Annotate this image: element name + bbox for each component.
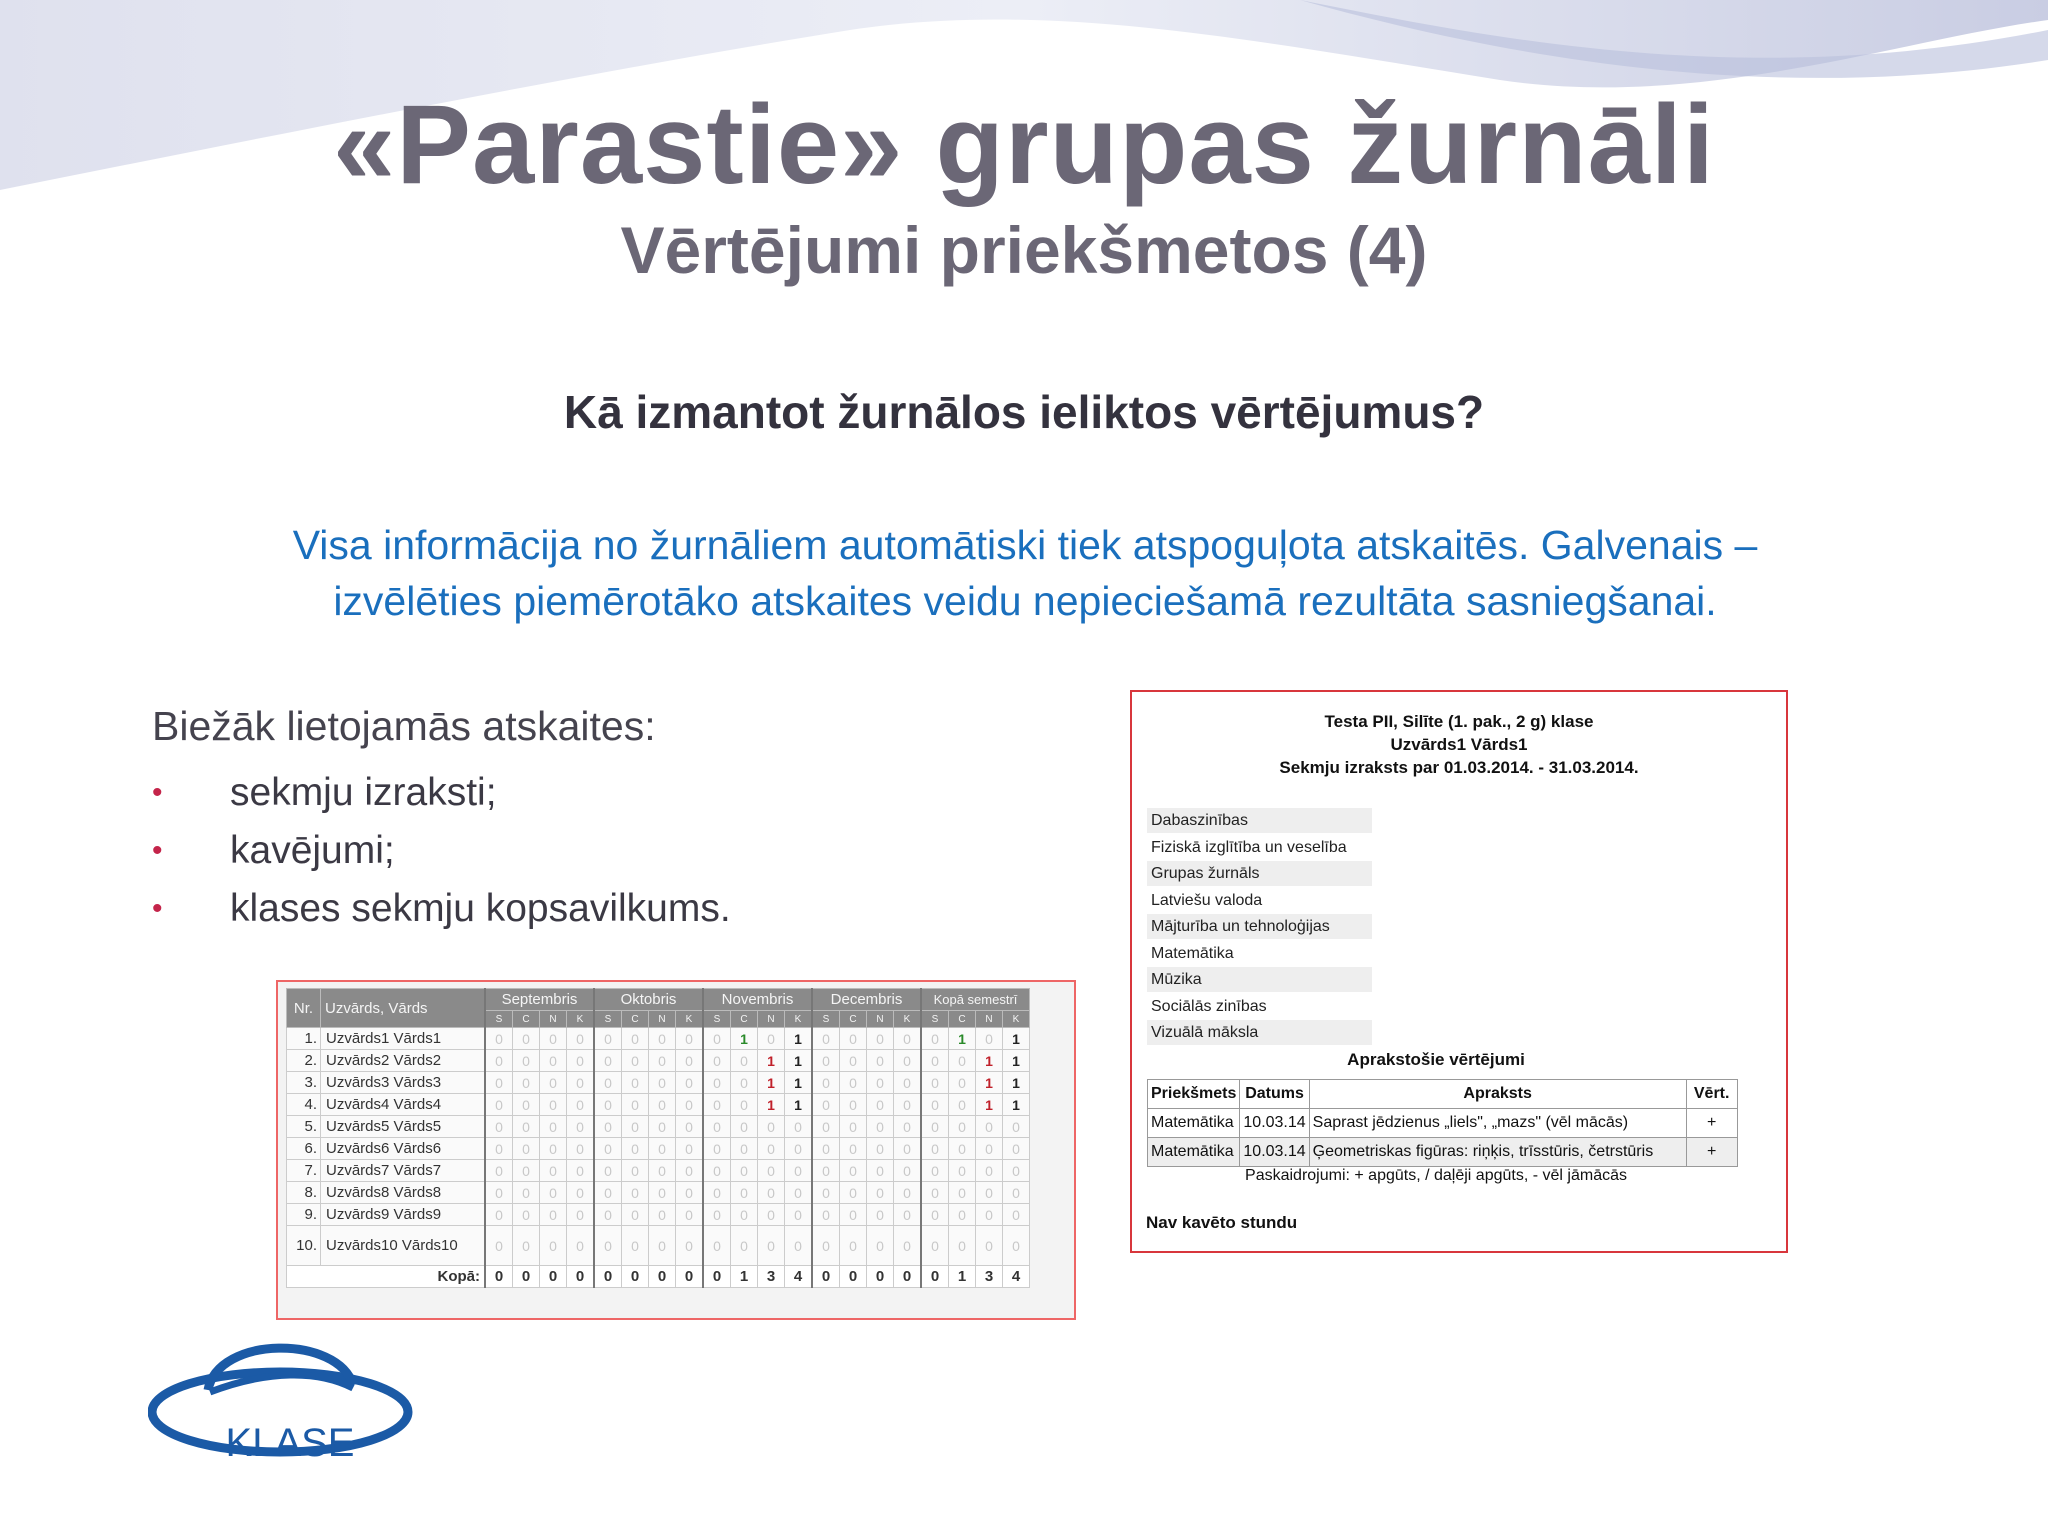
table-row: Matemātika 10.03.14 Ģeometriskas figūras: riņķis, trīsstūris, četrstūris + — [1148, 1138, 1738, 1167]
table-row: 6. Uzvārds6 Vārds6 0 0 0 0 0 0 0 0 0 0 0 0 0 0 0 0 0 0 0 0 — [287, 1138, 1030, 1160]
table-row: 1. Uzvārds1 Vārds1 0 0 0 0 0 0 0 0 0 1 0 1 0 0 0 0 0 1 0 1 — [287, 1028, 1030, 1050]
subject-item: Matemātika — [1151, 944, 1234, 962]
slide-subtitle: Vērtējumi priekšmetos (4) — [620, 213, 1428, 287]
subject-item: Mūzika — [1147, 967, 1372, 992]
grade-report-screenshot — [1130, 690, 1788, 1253]
table-row: 7. Uzvārds7 Vārds7 0 0 0 0 0 0 0 0 0 0 0 0 0 0 0 0 0 0 0 0 — [287, 1160, 1030, 1182]
bullet-icon: • — [152, 892, 163, 925]
table-row: 8. Uzvārds8 Vārds8 0 0 0 0 0 0 0 0 0 0 0 0 0 0 0 0 0 0 0 0 — [287, 1182, 1030, 1204]
slide-title: «Parastie» grupas žurnāli — [332, 82, 1715, 207]
report-header: Testa PII, Silīte (1. pak., 2 g) klase Uzvārds1 Vārds1 Sekmju izraksts par 01.03.2014. - 31.03.2014. — [1279, 712, 1639, 777]
list-item: • klases sekmju kopsavilkums. — [152, 884, 731, 942]
subject-item: Dabaszinības — [1147, 808, 1372, 833]
subject-item: Fiziskā izglītība un veselība — [1151, 838, 1347, 856]
question-heading: Kā izmantot žurnālos ieliktos vērtējumus? — [563, 386, 1485, 438]
report-list — [152, 768, 731, 942]
table-row: 5. Uzvārds5 Vārds5 0 0 0 0 0 0 0 0 0 0 0 0 0 0 0 0 0 0 0 0 — [287, 1116, 1030, 1138]
logo-text: KLASE — [225, 1421, 355, 1465]
lead-line-1: Visa informācija no žurnāliem automātiski tiek atspoguļota atskaitēs. Galvenais – — [292, 522, 1758, 568]
klase-logo-icon — [148, 1340, 418, 1480]
lead-paragraph — [150, 517, 1900, 629]
legend-text: Paskaidrojumi: + apgūts, / daļēji apgūts, - vēl jāmācās — [1245, 1167, 1627, 1184]
table-row: 2. Uzvārds2 Vārds2 0 0 0 0 0 0 0 0 0 0 1 1 0 0 0 0 0 0 1 1 — [287, 1050, 1030, 1072]
table-row: 10. Uzvārds10 Vārds10 0 0 0 0 0 0 0 0 0 0 0 0 0 0 0 0 0 0 0 0 — [287, 1226, 1030, 1266]
subject-item: Latviešu valoda — [1151, 891, 1263, 909]
list-title: Biežāk lietojamās atskaites: — [152, 703, 656, 749]
descriptive-grades-table: Priekšmets Datums Apraksts Vērt. Matemātika 10.03.14 Saprast jēdzienus „liels", „mazs" (vēl mācās) + Matemātika 10.03.14 Ģeometriskas figūras: riņķis, trīsstūris, četrstūris + — [1147, 1079, 1738, 1167]
descriptive-grades-title: Aprakstošie vērtējumi — [1347, 1050, 1525, 1069]
list-item: • sekmju izraksti; — [152, 768, 731, 826]
subject-item: Vizuālā māksla — [1147, 1020, 1372, 1045]
table-row: 4. Uzvārds4 Vārds4 0 0 0 0 0 0 0 0 0 0 1 1 0 0 0 0 0 0 1 1 — [287, 1094, 1030, 1116]
totals-row: Kopā: 0 0 0 0 0 0 0 0 0 1 3 4 0 0 0 0 0 1 3 4 — [287, 1266, 1030, 1288]
list-item: • kavējumi; — [152, 826, 731, 884]
lead-line-2: izvēlēties piemērotāko atskaites veidu nepieciešamā rezultāta sasniegšanai. — [333, 578, 1717, 624]
class-summary-screenshot — [276, 980, 1076, 1320]
subject-item: Grupas žurnāls — [1147, 861, 1372, 886]
subject-item: Sociālās zinības — [1151, 997, 1267, 1015]
bullet-icon: • — [152, 776, 163, 809]
table-row: 9. Uzvārds9 Vārds9 0 0 0 0 0 0 0 0 0 0 0 0 0 0 0 0 0 0 0 0 — [287, 1204, 1030, 1226]
table-row: 3. Uzvārds3 Vārds3 0 0 0 0 0 0 0 0 0 0 1 1 0 0 0 0 0 0 1 1 — [287, 1072, 1030, 1094]
subject-item: Mājturība un tehnoloģijas — [1147, 914, 1372, 939]
absence-text: Nav kavēto stundu — [1146, 1213, 1298, 1232]
class-summary-table: Nr. Uzvārds, Vārds Septembris Oktobris Novembris Decembris Kopā semestrī S C N K S C N K S C N K S C N K S C N K 1. Uzvārds1 Vārds1 0 0 0 0 0 0 0 0 0 1 0 1 0 0 0 0 0 1 0 1 2. Uzvārds2 Vārds2 0 0 0 0 0 0 0 0 0 0 1 1 0 0 0 0 0 0 1 1 3. Uzvārds3 Vārds3 0 0 0 0 0 0 0 0 0 0 1 1 0 0 0 0 0 0 1 1 4. Uzvārds4 Vārds4 0 0 0 0 0 0 0 0 0 0 1 1 0 0 0 0 0 0 1 1 5. Uzvārds5 Vārds5 0 0 0 0 0 0 0 0 0 0 0 0 0 0 0 0 0 0 0 0 6. Uzvārds6 Vārds6 0 0 0 0 0 0 0 0 0 0 0 0 0 0 0 0 0 0 0 0 7. Uzvārds7 Vārds7 0 0 0 0 0 0 0 0 0 0 0 0 0 0 0 0 0 0 0 0 8. Uzvārds8 Vārds8 0 0 0 0 0 0 0 0 0 0 0 0 0 0 0 0 0 0 0 0 9. Uzvārds9 Vārds9 0 0 0 0 0 0 0 0 0 0 0 0 0 0 0 0 0 0 0 0 10. Uzvārds10 Vārds10 0 0 0 0 0 0 0 0 0 0 0 0 0 0 0 0 0 0 0 0 Kopā: 0 0 0 0 0 0 0 0 0 1 3 4 0 0 0 0 0 1 3 4 — [286, 988, 1030, 1288]
bullet-icon: • — [152, 834, 163, 867]
table-row: Matemātika 10.03.14 Saprast jēdzienus „liels", „mazs" (vēl mācās) + — [1148, 1109, 1738, 1138]
